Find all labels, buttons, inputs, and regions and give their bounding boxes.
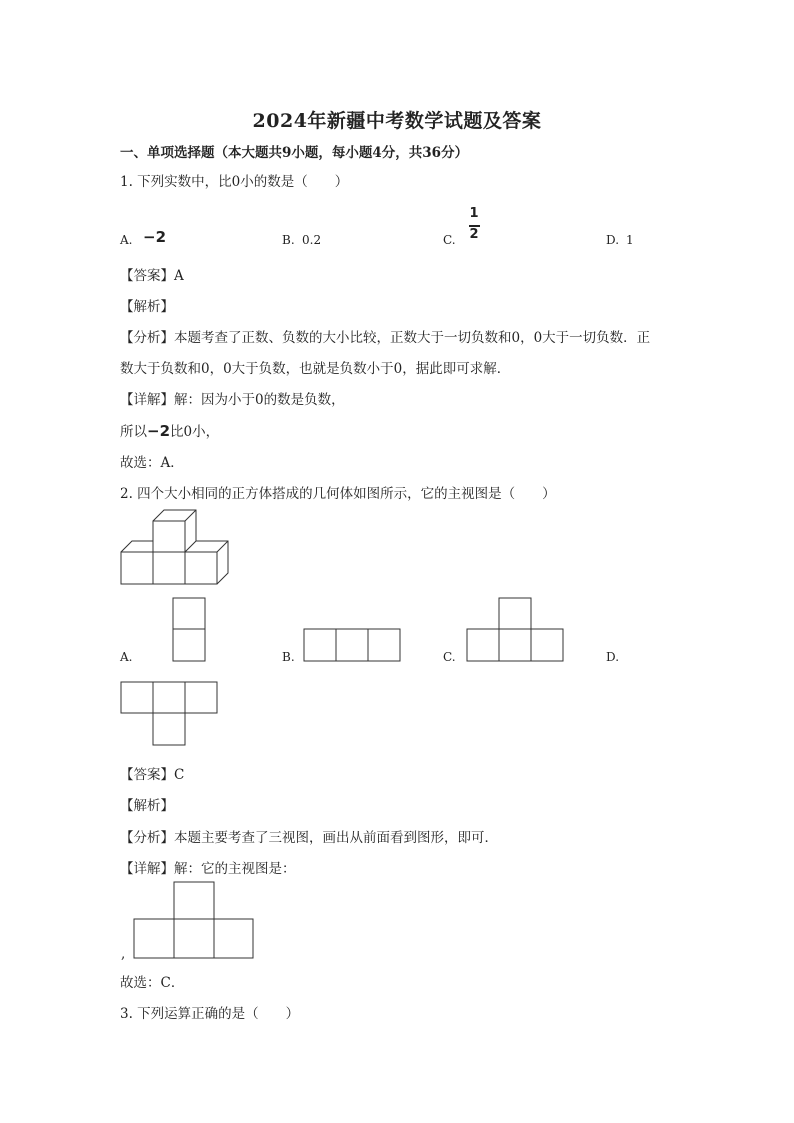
q1-option-a-value: −2 — [143, 228, 167, 246]
q3-stem: 3. 下列运算正确的是（ ） — [120, 1006, 300, 1022]
page-title: 2024年新疆中考数学试题及答案 — [252, 110, 542, 132]
q2-answer: 【答案】C — [120, 767, 185, 783]
q1-option-d-letter: D. — [606, 233, 620, 247]
q1-analysis-line1: 【分析】本题考查了正数、负数的大小比较，正数大于一切负数和0，0大于一切负数．正 — [120, 330, 651, 346]
q1-detail2-value: −2 — [147, 422, 171, 440]
q2-option-c-letter: C. — [443, 650, 456, 664]
q2-analysis: 【分析】本题主要考查了三视图，画出从前面看到图形，即可． — [120, 830, 498, 846]
q2-stem: 2. 四个大小相同的正方体搭成的几何体如图所示，它的主视图是（ ） — [120, 486, 556, 502]
section-heading: 一、单项选择题（本大题共9小题，每小题4分，共36分） — [120, 145, 469, 161]
fraction-numerator: 1 — [469, 206, 479, 221]
q1-option-a-letter: A. — [120, 233, 133, 247]
q1-stem: 1. 下列实数中，比0小的数是（ ） — [120, 174, 349, 190]
q2-comma: , — [121, 946, 126, 962]
q1-detail2-prefix: 所以 — [120, 424, 147, 440]
q2-analysis-label: 【解析】 — [120, 798, 174, 814]
q1-choose: 故选：A． — [120, 455, 184, 471]
q1-option-c-letter: C. — [443, 233, 456, 247]
q1-analysis-line2: 数大于负数和0，0大于负数，也就是负数小于0，据此即可求解． — [120, 361, 511, 377]
q1-option-b-letter: B. — [282, 233, 295, 247]
q2-option-b-letter: B. — [282, 650, 295, 664]
q1-detail: 【详解】解：因为小于0的数是负数， — [120, 392, 345, 408]
q2-option-d-letter: D. — [606, 650, 620, 664]
q1-option-b-value: 0.2 — [302, 233, 322, 247]
q1-detail2-suffix: 比0小， — [170, 424, 220, 440]
q2-choose: 故选：C． — [120, 975, 185, 991]
fraction-denominator: 2 — [469, 227, 479, 242]
q1-option-d-value: 1 — [626, 233, 634, 247]
q1-answer: 【答案】A — [120, 268, 184, 284]
q2-option-a-letter: A. — [120, 650, 133, 664]
q2-detail: 【详解】解：它的主视图是： — [120, 861, 296, 877]
q1-analysis-label: 【解析】 — [120, 299, 174, 315]
